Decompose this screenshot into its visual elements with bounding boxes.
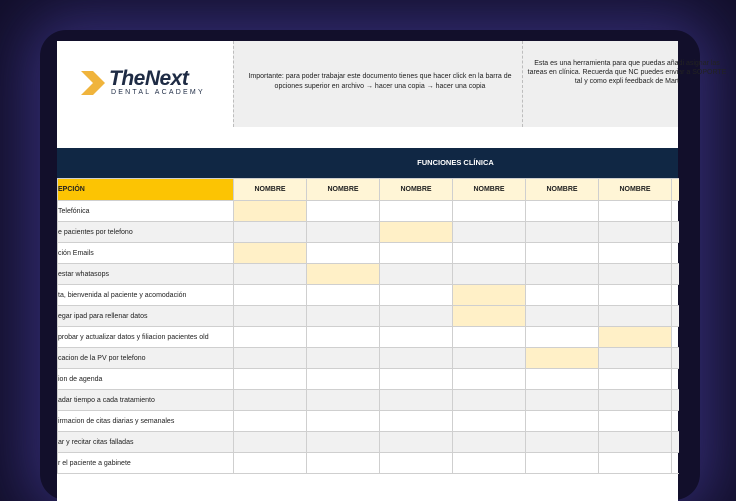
table-row — [58, 390, 679, 411]
assignment-cell[interactable] — [453, 222, 526, 243]
assignment-cell[interactable] — [526, 222, 599, 243]
table-row — [58, 432, 679, 453]
assignment-cell[interactable] — [307, 369, 380, 390]
assignment-cell[interactable] — [453, 411, 526, 432]
table-row — [58, 411, 679, 432]
assignment-cell[interactable] — [453, 432, 526, 453]
assignment-cell[interactable] — [307, 201, 380, 222]
assignment-cell[interactable] — [672, 453, 679, 474]
assignment-cell[interactable] — [234, 243, 307, 264]
assignment-cell[interactable] — [672, 306, 679, 327]
task-label-cell[interactable]: r el paciente a gabinete — [58, 453, 234, 474]
task-label-cell[interactable]: cacion de la PV por telefono — [58, 348, 234, 369]
assignment-cell[interactable] — [307, 285, 380, 306]
table-row — [58, 201, 679, 222]
assignment-cell[interactable] — [380, 411, 453, 432]
assignment-cell[interactable] — [380, 222, 453, 243]
section-title: FUNCIONES CLÍNICA — [417, 158, 494, 167]
column-header-name[interactable]: NOMBRE — [307, 179, 380, 201]
assignment-cell[interactable] — [599, 222, 672, 243]
assignment-cell[interactable] — [526, 285, 599, 306]
assignment-cell[interactable] — [380, 285, 453, 306]
assignment-cell[interactable] — [526, 348, 599, 369]
assignment-cell[interactable] — [672, 264, 679, 285]
table-row — [58, 285, 679, 306]
assignment-cell[interactable] — [526, 306, 599, 327]
sheet-header — [57, 41, 727, 127]
task-label-cell[interactable]: ción Emails — [58, 243, 234, 264]
assignment-cell[interactable] — [380, 327, 453, 348]
assignment-cell[interactable] — [599, 327, 672, 348]
assignment-cell[interactable] — [234, 348, 307, 369]
assignment-cell[interactable] — [672, 222, 679, 243]
assignment-cell[interactable] — [453, 390, 526, 411]
spreadsheet-card — [57, 41, 727, 501]
assignment-cell[interactable] — [453, 264, 526, 285]
assignment-cell[interactable] — [234, 411, 307, 432]
assignment-cell[interactable] — [307, 222, 380, 243]
assignment-cell[interactable] — [526, 264, 599, 285]
assignment-cell[interactable] — [380, 453, 453, 474]
table-row — [58, 306, 679, 327]
assignment-cell[interactable] — [307, 453, 380, 474]
chevron-logo-icon — [81, 71, 107, 95]
assignment-cell[interactable] — [672, 390, 679, 411]
assignment-cell[interactable] — [307, 390, 380, 411]
grid-body — [58, 201, 679, 474]
important-note-text: Importante: para poder trabajar este documento tienes que hacer click en la barra de opciones superior en archivo → hacer una copia → hacer una copia — [248, 73, 512, 90]
assignment-cell[interactable] — [672, 201, 679, 222]
assignment-cell[interactable] — [380, 201, 453, 222]
task-label-cell[interactable]: Telefónica — [58, 201, 234, 222]
assignment-cell[interactable] — [599, 306, 672, 327]
section-band — [57, 148, 678, 178]
column-header-name[interactable]: NOMBRE — [234, 179, 307, 201]
assignment-cell[interactable] — [453, 369, 526, 390]
logo-subtitle: DENTAL ACADEMY — [111, 89, 205, 96]
column-header-name[interactable]: NOMBRE — [380, 179, 453, 201]
assignment-cell[interactable] — [453, 348, 526, 369]
assignment-cell[interactable] — [234, 369, 307, 390]
header-row — [58, 179, 679, 201]
assignment-cell[interactable] — [599, 348, 672, 369]
column-header-extra[interactable] — [672, 179, 679, 201]
assignment-cell[interactable] — [380, 348, 453, 369]
assignment-cell[interactable] — [234, 222, 307, 243]
table-row — [58, 222, 679, 243]
column-header-name[interactable]: NOMBRE — [453, 179, 526, 201]
tool-info-cell[interactable] — [523, 41, 727, 127]
assignment-cell[interactable] — [599, 411, 672, 432]
assignment-cell[interactable] — [453, 243, 526, 264]
task-label-cell[interactable]: adar tiempo a cada tratamiento — [58, 390, 234, 411]
assignment-cell[interactable] — [307, 264, 380, 285]
table-row — [58, 348, 679, 369]
assignment-cell[interactable] — [526, 243, 599, 264]
table-row — [58, 243, 679, 264]
assignment-cell[interactable] — [234, 264, 307, 285]
column-header-name[interactable]: NOMBRE — [599, 179, 672, 201]
assignment-cell[interactable] — [307, 327, 380, 348]
tasks-grid — [57, 178, 679, 474]
assignment-cell[interactable] — [234, 453, 307, 474]
assignment-cell[interactable] — [526, 453, 599, 474]
assignment-cell[interactable] — [307, 432, 380, 453]
assignment-cell[interactable] — [234, 432, 307, 453]
assignment-cell[interactable] — [672, 369, 679, 390]
task-label-cell[interactable]: egar ipad para rellenar datos — [58, 306, 234, 327]
assignment-cell[interactable] — [672, 285, 679, 306]
assignment-cell[interactable] — [526, 432, 599, 453]
assignment-cell[interactable] — [526, 327, 599, 348]
task-label-cell[interactable]: probar y actualizar datos y filiacion pacientes old — [58, 327, 234, 348]
assignment-cell[interactable] — [672, 243, 679, 264]
assignment-cell[interactable] — [526, 411, 599, 432]
assignment-cell[interactable] — [234, 327, 307, 348]
assignment-cell[interactable] — [599, 243, 672, 264]
assignment-cell[interactable] — [672, 327, 679, 348]
assignment-cell[interactable] — [672, 411, 679, 432]
assignment-cell[interactable] — [307, 306, 380, 327]
assignment-cell[interactable] — [380, 306, 453, 327]
assignment-cell[interactable] — [234, 390, 307, 411]
logo-title: TheNext — [109, 67, 189, 90]
assignment-cell[interactable] — [599, 285, 672, 306]
table-row — [58, 369, 679, 390]
assignment-cell[interactable] — [599, 390, 672, 411]
assignment-cell[interactable] — [599, 453, 672, 474]
task-label-cell[interactable]: estar whatasops — [58, 264, 234, 285]
assignment-cell[interactable] — [380, 243, 453, 264]
assignment-cell[interactable] — [526, 390, 599, 411]
assignment-cell[interactable] — [672, 432, 679, 453]
assignment-cell[interactable] — [672, 348, 679, 369]
task-label-cell[interactable]: irmacion de citas diarias y semanales — [58, 411, 234, 432]
assignment-cell[interactable] — [599, 369, 672, 390]
column-header-reception[interactable]: EPCIÓN — [58, 179, 234, 201]
column-header-name[interactable]: NOMBRE — [526, 179, 599, 201]
assignment-cell[interactable] — [380, 390, 453, 411]
table-row — [58, 327, 679, 348]
assignment-cell[interactable] — [234, 306, 307, 327]
thenext-logo — [81, 67, 211, 107]
task-label-cell[interactable]: ar y recitar citas falladas — [58, 432, 234, 453]
task-label-cell[interactable]: ion de agenda — [58, 369, 234, 390]
table-row — [58, 264, 679, 285]
assignment-cell[interactable] — [453, 306, 526, 327]
important-note-cell[interactable] — [233, 41, 523, 127]
table-row — [58, 453, 679, 474]
assignment-cell[interactable] — [234, 201, 307, 222]
assignment-cell[interactable] — [453, 327, 526, 348]
assignment-cell[interactable] — [453, 285, 526, 306]
assignment-cell[interactable] — [307, 348, 380, 369]
assignment-cell[interactable] — [453, 453, 526, 474]
assignment-cell[interactable] — [380, 432, 453, 453]
assignment-cell[interactable] — [526, 369, 599, 390]
assignment-cell[interactable] — [380, 264, 453, 285]
assignment-cell[interactable] — [307, 243, 380, 264]
assignment-cell[interactable] — [526, 201, 599, 222]
task-label-cell[interactable]: e pacientes por telefono — [58, 222, 234, 243]
task-label-cell[interactable]: ta, bienvenida al paciente y acomodación — [58, 285, 234, 306]
assignment-cell[interactable] — [380, 369, 453, 390]
tool-info-text: Esta es una herramienta para que puedas añadi asignar las tareas en clínica. Recuerda que NC puedes enviar a SOPORTE tal y como expli feedback de Mart — [527, 60, 727, 85]
assignment-cell[interactable] — [234, 285, 307, 306]
assignment-cell[interactable] — [599, 264, 672, 285]
assignment-cell[interactable] — [453, 201, 526, 222]
assignment-cell[interactable] — [599, 432, 672, 453]
assignment-cell[interactable] — [599, 201, 672, 222]
assignment-cell[interactable] — [307, 411, 380, 432]
